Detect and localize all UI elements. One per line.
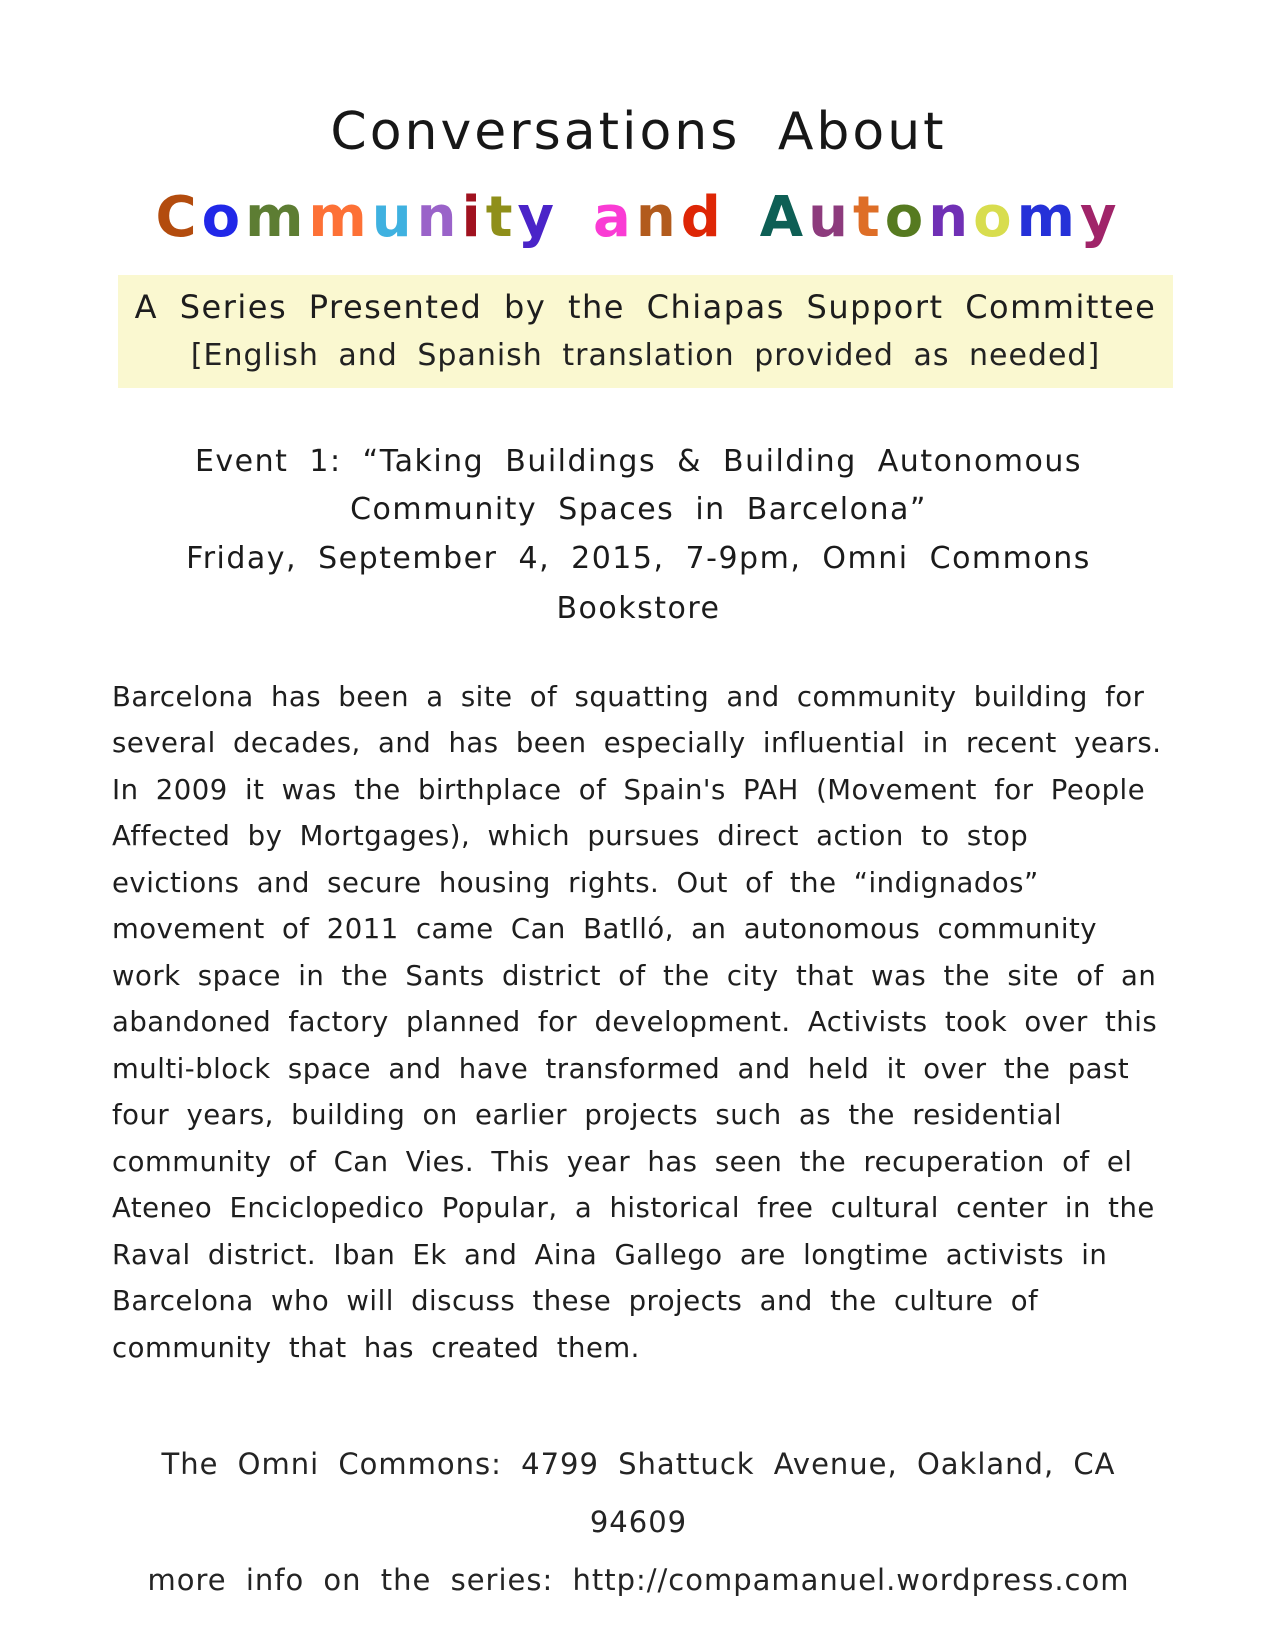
event-block bbox=[112, 438, 1165, 634]
event-description: Barcelona has been a site of squatting and community building for several decades, and has been especially influential in recent years. In 2009 it was the birthplace of Spain's PAH (Movement for People Affected by Mortgages), which pursues direct action to stop evictions and secure housing rights. Out of the “indignados” movement of 2011 came Can Batlló, an autonomous community work space in the Sants district of the city that was the site of an abandoned factory planned for development. Activists took over this multi-block space and have transformed and held it over the past four years, building on earlier projects such as the residential community of Can Vies. This year has seen the recuperation of el Ateneo Enciclopedico Popular, a historical free cultural center in the Raval district. Iban Ek and Aina Gallego are longtime activists in Barcelona who will discuss these projects and the culture of community that has created them. bbox=[112, 680, 1162, 1364]
main-title: Conversations About bbox=[330, 102, 947, 162]
letter-space bbox=[559, 187, 593, 249]
colored-letter: u bbox=[371, 185, 417, 251]
footer bbox=[112, 1435, 1165, 1609]
community-autonomy-title bbox=[112, 187, 1165, 249]
colored-letter: y bbox=[517, 185, 560, 251]
colored-letter: i bbox=[461, 185, 486, 251]
colored-letter: t bbox=[853, 185, 885, 251]
more-info-label: more info on the series: bbox=[147, 1563, 573, 1598]
colored-letter: o bbox=[973, 185, 1017, 251]
colored-letter: o bbox=[201, 185, 246, 251]
series-banner bbox=[118, 275, 1173, 388]
event-datetime-location: Friday, September 4, 2015, 7-9pm, Omni Commons Bookstore bbox=[186, 540, 1091, 626]
footer-more-info bbox=[112, 1551, 1165, 1609]
colored-letter: t bbox=[485, 185, 518, 251]
series-banner-line2: [English and Spanish translation provided as needed] bbox=[190, 337, 1101, 373]
series-url[interactable]: http://compamanuel.wordpress.com bbox=[572, 1563, 1130, 1598]
colored-letter: A bbox=[759, 185, 809, 251]
colored-letter: n bbox=[416, 185, 462, 251]
letter-space bbox=[726, 187, 760, 249]
colored-letter: u bbox=[808, 185, 854, 251]
event-title-line1: Event 1: “Taking Buildings & Building Autonomous bbox=[194, 443, 1083, 479]
footer-address: The Omni Commons: 4799 Shattuck Avenue, Oakland, CA 94609 bbox=[161, 1447, 1116, 1540]
colored-letter: y bbox=[1080, 185, 1122, 251]
colored-letter: a bbox=[593, 185, 636, 251]
series-banner-line1: A Series Presented by the Chiapas Support Committee bbox=[134, 287, 1157, 326]
colored-letter: C bbox=[155, 185, 202, 251]
colored-letter: m bbox=[1016, 185, 1080, 251]
event-title-line2: Community Spaces in Barcelona” bbox=[350, 491, 927, 527]
colored-letter: m bbox=[245, 185, 309, 251]
colored-letter: d bbox=[680, 185, 726, 251]
colored-letter: n bbox=[928, 185, 974, 251]
colored-letter: n bbox=[635, 185, 681, 251]
colored-letter: o bbox=[884, 185, 929, 251]
colored-letter: m bbox=[308, 185, 372, 251]
